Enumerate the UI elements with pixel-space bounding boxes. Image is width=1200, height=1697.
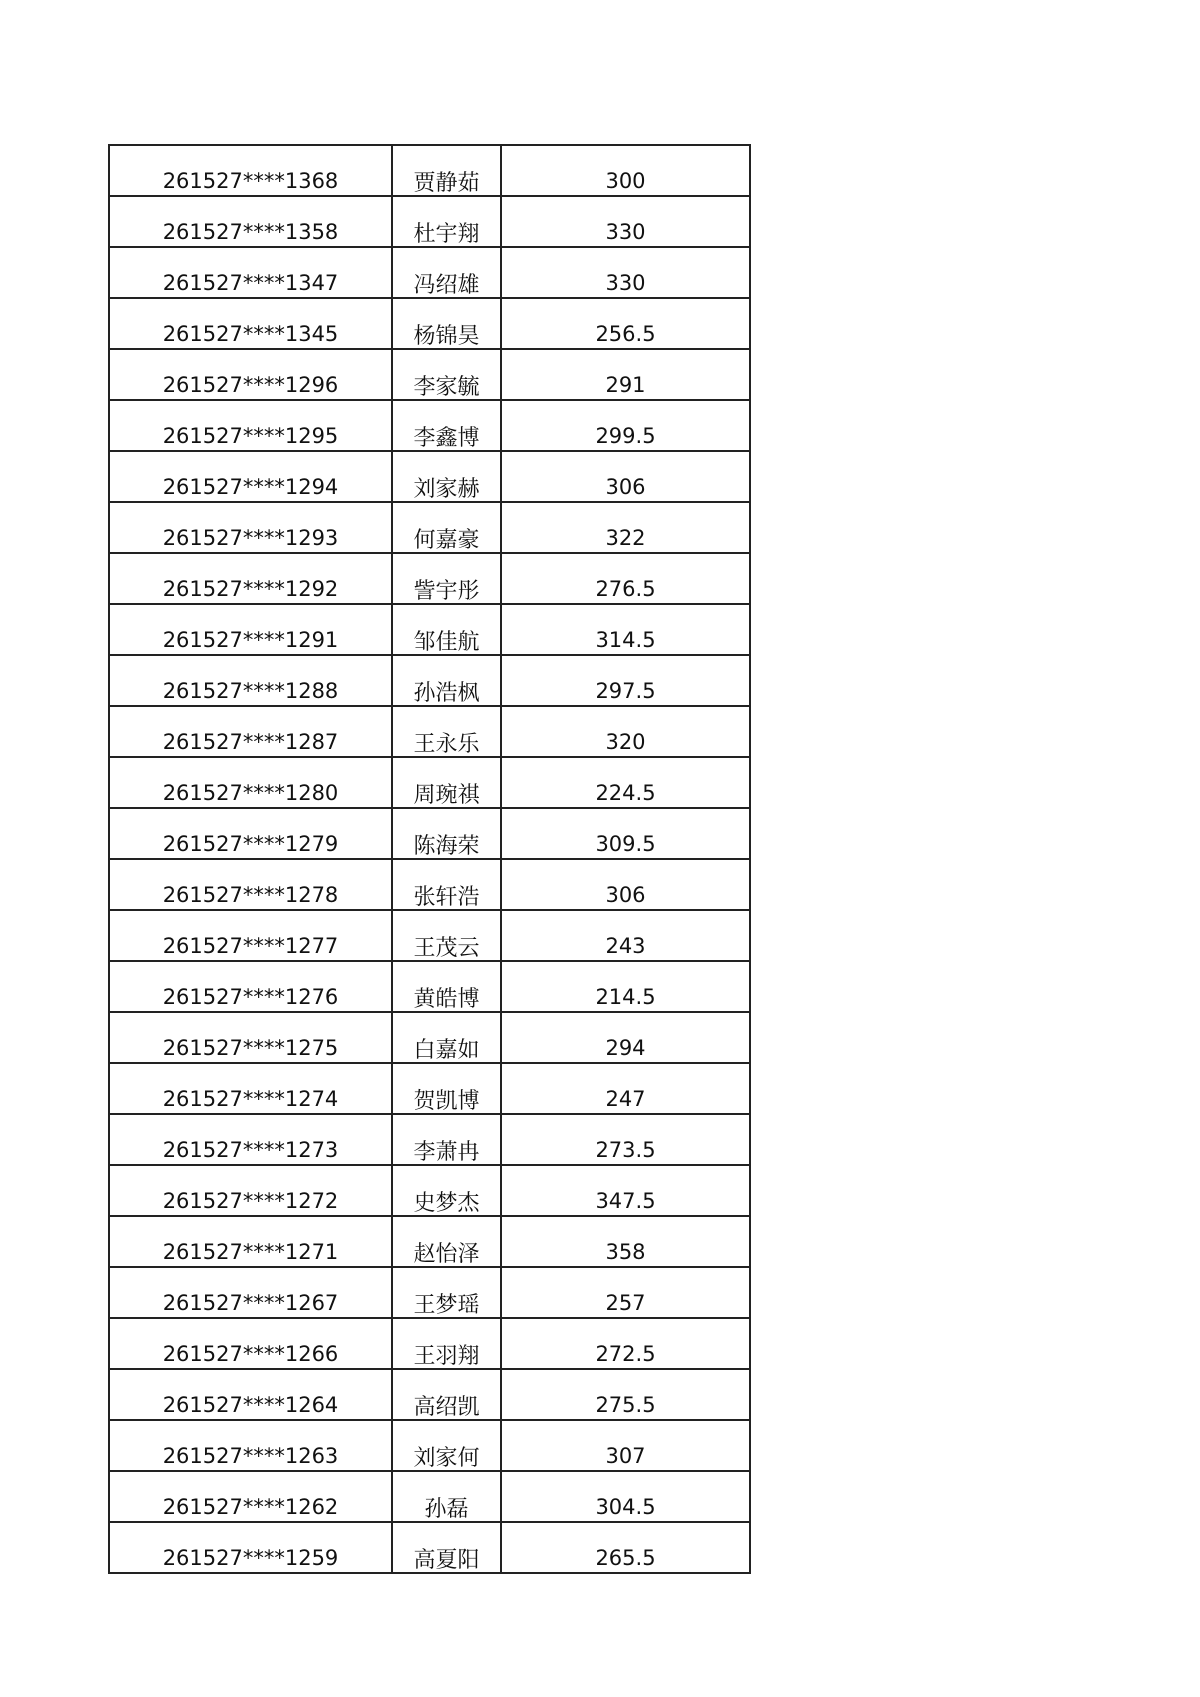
table-row [109, 145, 750, 196]
score-cell: 330 [501, 196, 750, 247]
candidate-id-cell: 261527****1294 [109, 451, 392, 502]
score-cell: 330 [501, 247, 750, 298]
score-cell: 297.5 [501, 655, 750, 706]
candidate-name-cell: 赵怡泽 [392, 1216, 501, 1267]
candidate-name-cell: 高夏阳 [392, 1522, 501, 1573]
candidate-id-cell: 261527****1296 [109, 349, 392, 400]
candidate-id-cell: 261527****1277 [109, 910, 392, 961]
candidate-name-cell: 周琬祺 [392, 757, 501, 808]
score-cell: 272.5 [501, 1318, 750, 1369]
score-cell: 306 [501, 859, 750, 910]
score-cell: 299.5 [501, 400, 750, 451]
candidate-id-cell: 261527****1280 [109, 757, 392, 808]
score-cell: 309.5 [501, 808, 750, 859]
score-table-body [109, 145, 750, 1573]
candidate-id-cell: 261527****1262 [109, 1471, 392, 1522]
candidate-id-cell: 261527****1291 [109, 604, 392, 655]
table-row [109, 859, 750, 910]
score-cell: 307 [501, 1420, 750, 1471]
score-cell: 256.5 [501, 298, 750, 349]
candidate-name-cell: 冯绍雄 [392, 247, 501, 298]
candidate-name-cell: 史梦杰 [392, 1165, 501, 1216]
candidate-id-cell: 261527****1292 [109, 553, 392, 604]
table-row [109, 502, 750, 553]
candidate-id-cell: 261527****1287 [109, 706, 392, 757]
table-row [109, 196, 750, 247]
candidate-name-cell: 孙磊 [392, 1471, 501, 1522]
score-cell: 300 [501, 145, 750, 196]
candidate-id-cell: 261527****1271 [109, 1216, 392, 1267]
table-row [109, 1063, 750, 1114]
score-cell: 358 [501, 1216, 750, 1267]
table-row [109, 1267, 750, 1318]
score-cell: 275.5 [501, 1369, 750, 1420]
table-row [109, 1165, 750, 1216]
candidate-name-cell: 邹佳航 [392, 604, 501, 655]
candidate-id-cell: 261527****1266 [109, 1318, 392, 1369]
score-cell: 306 [501, 451, 750, 502]
candidate-id-cell: 261527****1275 [109, 1012, 392, 1063]
table-row [109, 1522, 750, 1573]
score-cell: 273.5 [501, 1114, 750, 1165]
candidate-name-cell: 杜宇翔 [392, 196, 501, 247]
candidate-name-cell: 何嘉豪 [392, 502, 501, 553]
candidate-id-cell: 261527****1278 [109, 859, 392, 910]
table-row [109, 451, 750, 502]
score-cell: 276.5 [501, 553, 750, 604]
table-row [109, 1420, 750, 1471]
candidate-name-cell: 张轩浩 [392, 859, 501, 910]
score-cell: 314.5 [501, 604, 750, 655]
table-row [109, 553, 750, 604]
candidate-id-cell: 261527****1345 [109, 298, 392, 349]
candidate-id-cell: 261527****1276 [109, 961, 392, 1012]
candidate-name-cell: 王永乐 [392, 706, 501, 757]
candidate-name-cell: 刘家赫 [392, 451, 501, 502]
candidate-name-cell: 李鑫博 [392, 400, 501, 451]
candidate-name-cell: 杨锦昊 [392, 298, 501, 349]
candidate-id-cell: 261527****1274 [109, 1063, 392, 1114]
score-cell: 214.5 [501, 961, 750, 1012]
table-row [109, 1216, 750, 1267]
candidate-id-cell: 261527****1273 [109, 1114, 392, 1165]
table-row [109, 910, 750, 961]
candidate-name-cell: 王茂云 [392, 910, 501, 961]
candidate-name-cell: 贺凯博 [392, 1063, 501, 1114]
candidate-id-cell: 261527****1267 [109, 1267, 392, 1318]
candidate-id-cell: 261527****1293 [109, 502, 392, 553]
score-cell: 257 [501, 1267, 750, 1318]
candidate-id-cell: 261527****1279 [109, 808, 392, 859]
table-row [109, 298, 750, 349]
candidate-name-cell: 刘家何 [392, 1420, 501, 1471]
candidate-name-cell: 黄皓博 [392, 961, 501, 1012]
candidate-name-cell: 李家毓 [392, 349, 501, 400]
score-cell: 243 [501, 910, 750, 961]
candidate-id-cell: 261527****1295 [109, 400, 392, 451]
score-cell: 247 [501, 1063, 750, 1114]
candidate-name-cell: 陈海荣 [392, 808, 501, 859]
candidate-id-cell: 261527****1368 [109, 145, 392, 196]
candidate-name-cell: 贾静茹 [392, 145, 501, 196]
candidate-name-cell: 王梦瑶 [392, 1267, 501, 1318]
table-row [109, 757, 750, 808]
candidate-name-cell: 王羽翔 [392, 1318, 501, 1369]
candidate-name-cell: 孙浩枫 [392, 655, 501, 706]
table-row [109, 1318, 750, 1369]
table-row [109, 604, 750, 655]
table-row [109, 400, 750, 451]
candidate-id-cell: 261527****1264 [109, 1369, 392, 1420]
score-cell: 294 [501, 1012, 750, 1063]
score-cell: 320 [501, 706, 750, 757]
score-cell: 291 [501, 349, 750, 400]
candidate-id-cell: 261527****1259 [109, 1522, 392, 1573]
table-row [109, 1012, 750, 1063]
table-row [109, 706, 750, 757]
candidate-id-cell: 261527****1358 [109, 196, 392, 247]
table-row [109, 1114, 750, 1165]
candidate-id-cell: 261527****1272 [109, 1165, 392, 1216]
candidate-name-cell: 白嘉如 [392, 1012, 501, 1063]
table-row [109, 961, 750, 1012]
table-row [109, 247, 750, 298]
table-row [109, 808, 750, 859]
table-row [109, 1471, 750, 1522]
candidate-id-cell: 261527****1288 [109, 655, 392, 706]
score-cell: 347.5 [501, 1165, 750, 1216]
score-cell: 322 [501, 502, 750, 553]
score-table [108, 144, 751, 1574]
score-cell: 224.5 [501, 757, 750, 808]
candidate-id-cell: 261527****1347 [109, 247, 392, 298]
score-cell: 304.5 [501, 1471, 750, 1522]
candidate-name-cell: 訾宇彤 [392, 553, 501, 604]
candidate-id-cell: 261527****1263 [109, 1420, 392, 1471]
table-row [109, 655, 750, 706]
candidate-name-cell: 李萧冉 [392, 1114, 501, 1165]
score-cell: 265.5 [501, 1522, 750, 1573]
table-row [109, 349, 750, 400]
table-row [109, 1369, 750, 1420]
candidate-name-cell: 高绍凯 [392, 1369, 501, 1420]
